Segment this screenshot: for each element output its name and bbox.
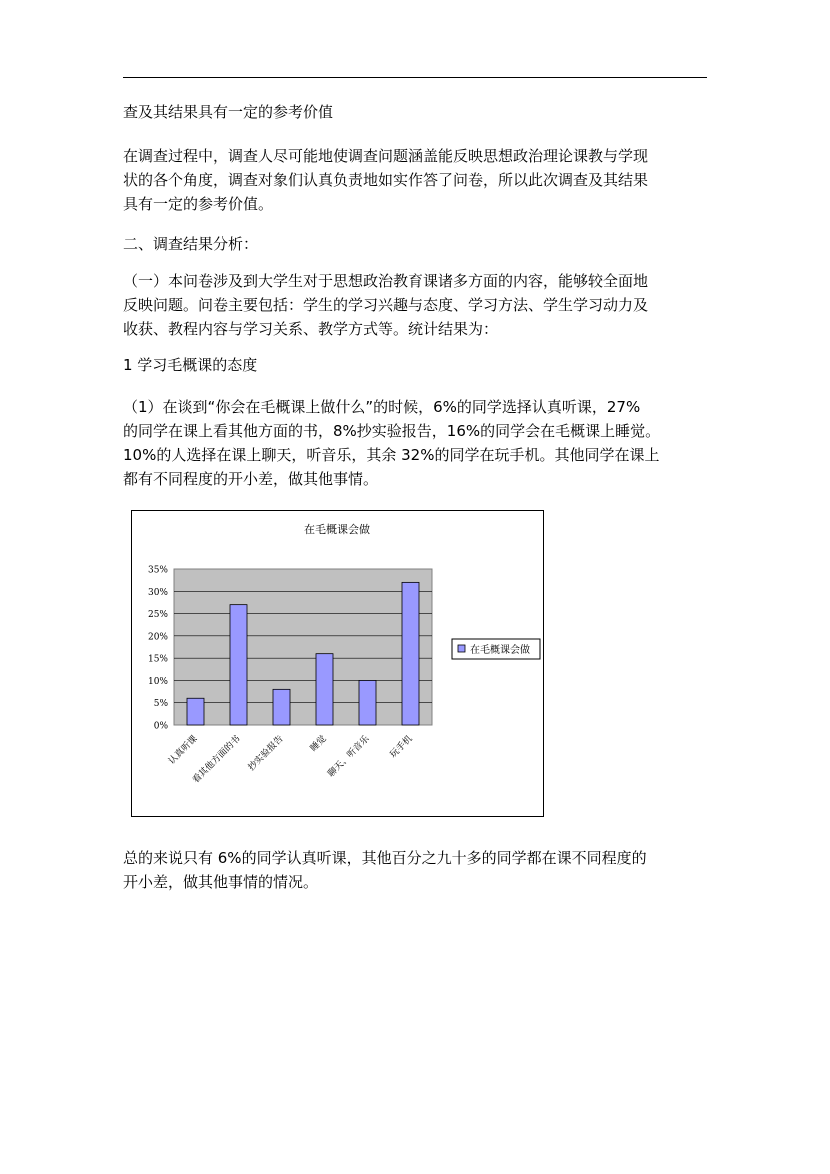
bar-5 — [359, 680, 376, 725]
y-axis-ticks — [148, 566, 168, 732]
y-tick-label: 20% — [147, 632, 168, 643]
section-heading: 二、调查结果分析： — [123, 235, 259, 253]
y-tick-label: 15% — [147, 654, 168, 665]
paragraph-scope-line3: 收获、教程内容与学习关系、教学方式等。统计结果为： — [123, 320, 499, 338]
paragraph-survey-process-line1: 在调查过程中，调查人尽可能地使调查问题涵盖能反映思想政治理论课教与学现 — [123, 147, 649, 165]
legend-label: 在毛概课会做 — [470, 645, 530, 656]
paragraph-results-line2: 的同学在课上看其他方面的书，8%抄实验报告，16%的同学会在毛概课上睡觉。 — [123, 422, 661, 440]
subsection-heading: 1 学习毛概课的态度 — [123, 356, 258, 374]
paragraph-summary-line2: 开小差，做其他事情的情况。 — [123, 873, 319, 891]
x-tick-label: 玩手机 — [388, 734, 415, 761]
bar-6 — [402, 582, 419, 725]
y-tick-label: 30% — [147, 587, 168, 598]
y-tick-label: 35% — [147, 565, 168, 576]
paragraph-summary-line1: 总的来说只有 6%的同学认真听课，其他百分之九十多的同学都在课不同程度的 — [123, 849, 647, 867]
x-axis-labels — [166, 732, 415, 786]
x-tick-label: 聊天、听音乐 — [326, 734, 372, 780]
bar-4 — [316, 654, 333, 725]
chart-svg — [132, 511, 543, 816]
bar-2 — [230, 605, 247, 725]
paragraph-results-line1: （1）在谈到“你会在毛概课上做什么”的时候，6%的同学选择认真听课，27% — [123, 398, 641, 416]
x-tick-label: 睡觉 — [308, 734, 329, 754]
paragraph-results-line3: 10%的人选择在课上聊天，听音乐，其余 32%的同学在玩手机。其他同学在课上 — [123, 446, 660, 464]
x-tick-label: 认真听课 — [167, 734, 200, 767]
paragraph-survey-process-line3: 具有一定的参考价值。 — [123, 195, 274, 213]
x-tick-label: 看其他方面的书 — [190, 734, 243, 786]
legend — [452, 639, 540, 659]
y-tick-label: 0% — [153, 721, 168, 732]
paragraph-results-line4: 都有不同程度的开小差，做其他事情。 — [123, 470, 379, 488]
chart-title: 在毛概课会做 — [304, 523, 370, 536]
bar-3 — [273, 689, 290, 725]
paragraph-continuation: 查及其结果具有一定的参考价值 — [123, 103, 334, 121]
y-tick-label: 5% — [153, 699, 168, 710]
paragraph-scope-line2: 反映问题。问卷主要包括：学生的学习兴趣与态度、学习方法、学生学习动力及 — [123, 296, 649, 314]
plot-area — [174, 569, 432, 725]
x-tick-label: 抄实验报告 — [246, 734, 286, 773]
legend-swatch — [458, 645, 465, 652]
bar-1 — [187, 698, 204, 725]
header-rule — [123, 77, 707, 78]
paragraph-survey-process-line2: 状的各个角度，调查对象们认真负责地如实作答了问卷，所以此次调查及其结果 — [123, 171, 649, 189]
y-tick-label: 10% — [147, 676, 168, 687]
y-tick-label: 25% — [147, 610, 168, 621]
paragraph-scope-line1: （一）本问卷涉及到大学生对于思想政治教育课诸多方面的内容，能够较全面地 — [123, 272, 649, 290]
bar-chart — [131, 510, 544, 817]
